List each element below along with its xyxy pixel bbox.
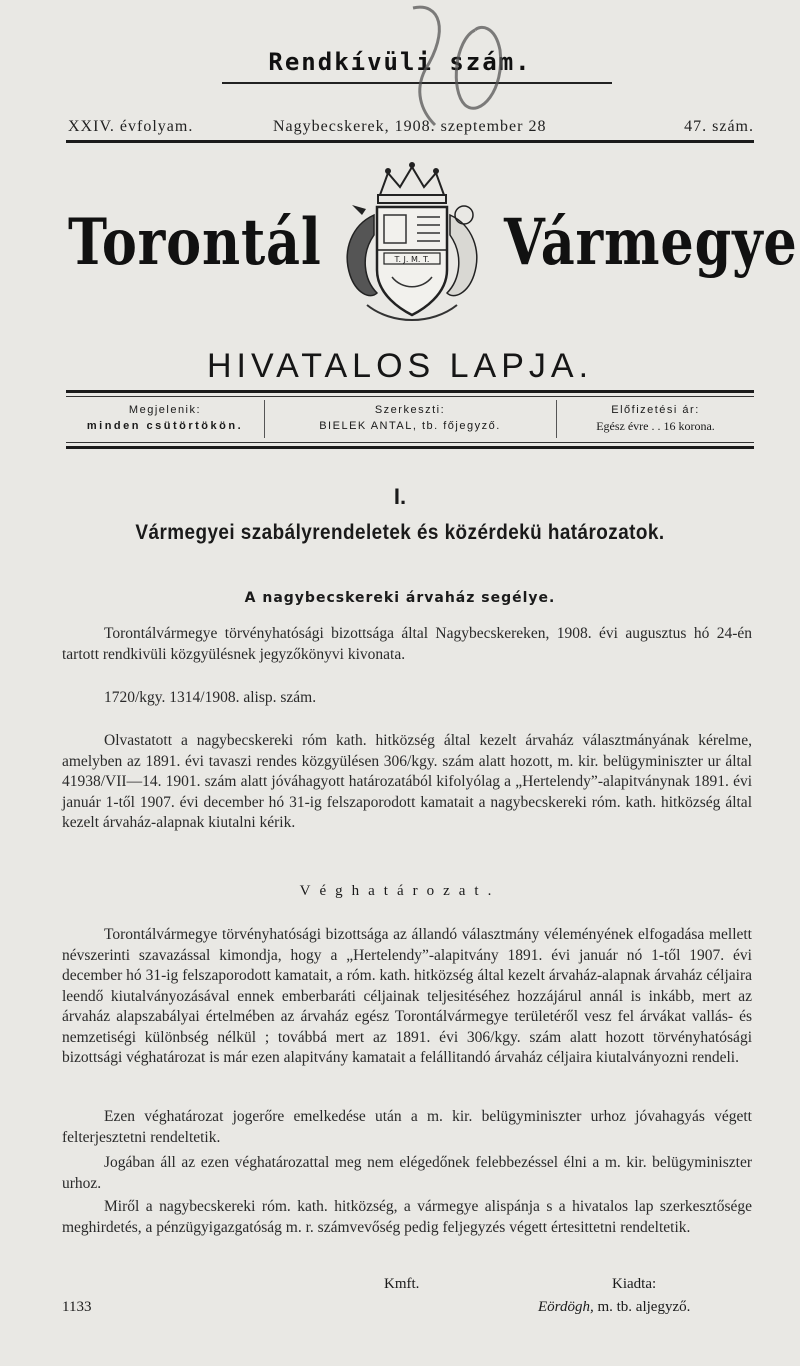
decision-paragraph-1: Torontálvármegye törvényhatósági bizottsága az állandó választmány véleményének elfogadása mellett névszerinti szavazással kimondja, hogy a „Hertelendy”-alapitvány 1891. évi január nó 1-től 1907. évi december hó 31-ig felszaporodott kamatait, a róm. kath. hitközség által kezelt árvaház-alapnak árvaház céljaira leendő kiutalványozásával ennek emberbaráti céljainak teljesitéséhez hozzájárul annál is inkább, mert az árvaház alapszabályai értelmében az árvaház egész Torontálvármegye területéről vesz fel árvákat vallás- és nemzetiségi különbség nélkül ; továbbá mert az 1891. évi 306/kgy. szám alatt hozott törvényhatósági bizottsági véghatározat is már ezen alapitvány kamatait a felállitandó árvaház céljaira kiutalványozni rendeli. [62, 926, 752, 1066]
editor-value: BIELEK ANTAL, tb. főjegyző. [319, 420, 501, 432]
info-bottom-rule-thick [66, 446, 754, 449]
item-reference: 1720/kgy. 1314/1908. alisp. szám. [104, 689, 317, 706]
section-number: I. [393, 484, 407, 509]
masthead-word-left: Torontál [68, 205, 322, 280]
info-published [66, 402, 264, 438]
verdict-heading: Véghatározat. [299, 883, 501, 899]
editor-label: Szerkeszti: [374, 404, 446, 416]
issue-meta-row [68, 118, 754, 140]
decision-paragraph-4: Miről a nagybecskereki róm. kath. hitközség, a vármegye alispánja s a hivatalos lap szerkesztősége meghirdetés, a pénzügyigazgatóság m. r. számvevőség pedig feljegyzés végett értesittetni rendeltetik. [62, 1198, 752, 1236]
subscription-label: Előfizetési ár: [611, 404, 700, 416]
subscription-value: Egész évre . . 16 korona. [596, 419, 715, 433]
kmft-label: Kmft. [384, 1276, 420, 1292]
published-label: Megjelenik: [128, 404, 202, 416]
crest-monogram: T. J. M. T. [394, 255, 430, 264]
item-intro-paragraph: Torontálvármegye törvényhatósági bizottsága által Nagybecskereken, 1908. évi augusztus hó 24-én tartott rendkivüli közgyülésnek jegyzőkönyvi kivonata. [62, 625, 752, 663]
info-subscription [557, 402, 754, 438]
info-editor [265, 402, 555, 438]
special-issue-title: Rendkívüli szám. [268, 48, 532, 76]
signer-name: Eördögh, [538, 1299, 594, 1315]
item-title: A nagybecskereki árvaház segélye. [244, 590, 556, 606]
signer-title: m. tb. aljegyző. [597, 1299, 691, 1315]
signer [538, 1299, 690, 1316]
page-number: 1133 [62, 1299, 92, 1315]
header-rule [66, 140, 754, 143]
info-top-rule-thin [66, 396, 754, 397]
masthead-subtitle: HIVATALOS LAPJA. [206, 347, 594, 385]
published-value: minden csütörtökön. [86, 420, 244, 432]
info-bottom-rule-thin [66, 442, 754, 443]
volume-label: XXIV. évfolyam. [68, 118, 194, 135]
place-date: Nagybecskerek, 1908. szeptember 28 [273, 118, 547, 135]
section-title: Vármegyei szabályrendeletek és közérdekü határozatok. [135, 521, 665, 544]
decision-paragraph-3: Jogában áll az ezen véghatározattal meg nem elégedőnek felebbezéssel élni a m. kir. belügyminiszter urhoz. [62, 1154, 752, 1192]
issue-number: 47. szám. [684, 118, 754, 135]
info-top-rule-thick [66, 390, 754, 393]
item-body-paragraph: Olvastatott a nagybecskereki róm kath. hitközség által kezelt árvaház választmányának kérelme, amelyben az 1891. évi tavaszi rendes közgyülésen 306/kgy. szám alatt hozott, m. kir. belügyminiszter ur által 41938/VII—14. 1901. szám alatt jóváhagyott határozatából kifolyólag a „Hertelendy”-alapitványnak 1891. évi január 1-től 1907. évi december hó 31-ig felszaporodott kamatait a nagybecskereki róm. kath. hitközség által kezelt árvaház-alapnak kiutalni kérik. [62, 732, 752, 831]
masthead-word-right: Vármegye [504, 205, 798, 280]
decision-paragraph-2: Ezen véghatározat jogerőre emelkedése után a m. kir. belügyminiszter urhoz jóvahagyás végett felterjesztetni rendeltetik. [62, 1108, 752, 1146]
county-coat-of-arms-icon [322, 155, 502, 335]
issued-label: Kiadta: [612, 1276, 657, 1292]
